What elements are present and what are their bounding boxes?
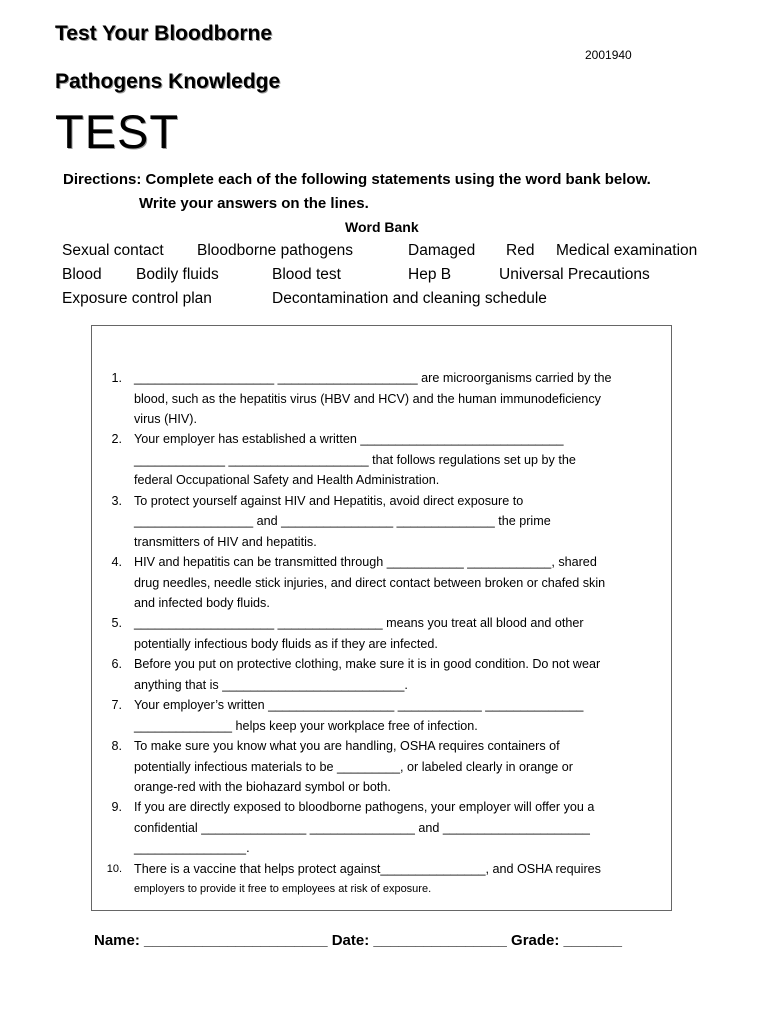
document-number: 2001940 — [585, 48, 632, 62]
word-bank-term: Blood — [62, 266, 102, 283]
question-text[interactable]: ____________________ ____________________ are microorganisms carried by the — [134, 371, 612, 385]
question-text[interactable]: HIV and hepatitis can be transmitted through ___________ ____________, shared — [134, 555, 597, 569]
question-text[interactable]: potentially infectious materials to be _________, or labeled clearly in orange or — [134, 760, 573, 774]
question-number: 8. — [111, 739, 122, 753]
question-text[interactable]: anything that is __________________________. — [134, 678, 408, 692]
question-text: Before you put on protective clothing, make sure it is in good condition. Do not wear — [134, 657, 601, 671]
question-text[interactable]: ________________. — [134, 841, 250, 855]
question-text[interactable]: There is a vaccine that helps protect against_______________, and OSHA requires — [134, 862, 601, 876]
question-text[interactable]: ____________________ _______________ means you treat all blood and other — [134, 616, 584, 630]
question-text: virus (HIV). — [134, 412, 197, 426]
word-bank-term: Blood test — [272, 266, 341, 283]
word-bank-term: Red — [506, 242, 535, 259]
question-text[interactable]: ______________ helps keep your workplace free of infection. — [134, 719, 478, 733]
question-text[interactable]: Your employer has established a written _____________________________ — [134, 432, 564, 446]
question-text: potentially infectious body fluids as if they are infected. — [134, 637, 438, 651]
word-bank-term: Bodily fluids — [136, 266, 219, 283]
question-text: If you are directly exposed to bloodborne pathogens, your employer will offer you a — [134, 800, 595, 814]
word-bank-term: Bloodborne pathogens — [197, 242, 353, 259]
name-date-grade-line[interactable]: Name: ______________________ Date: ________________ Grade: _______ — [94, 932, 622, 949]
word-bank-term: Decontamination and cleaning schedule — [272, 290, 547, 307]
directions-line-2: Write your answers on the lines. — [139, 195, 369, 212]
word-bank-term: Damaged — [408, 242, 476, 259]
question-text: drug needles, needle stick injuries, and direct contact between broken or chafed skin — [134, 576, 606, 590]
question-number: 5. — [111, 616, 122, 630]
question-number: 1. — [111, 371, 122, 385]
question-number: 7. — [111, 698, 122, 712]
test-heading: TEST — [55, 105, 180, 158]
word-bank-term: Hep B — [408, 266, 452, 283]
word-bank-term: Medical examination — [556, 242, 698, 259]
question-text: To make sure you know what you are handling, OSHA requires containers of — [134, 739, 560, 753]
question-text: and infected body fluids. — [134, 596, 270, 610]
title-line-2: Pathogens Knowledge — [55, 70, 281, 93]
word-bank-term: Exposure control plan — [62, 290, 212, 307]
question-number: 4. — [111, 555, 122, 569]
question-number: 9. — [111, 800, 122, 814]
question-text: orange-red with the biohazard symbol or both. — [134, 780, 391, 794]
question-text: employers to provide it free to employees at risk of exposure. — [134, 883, 432, 895]
directions-line-1: Directions: Complete each of the following statements using the word bank below. — [63, 171, 651, 188]
question-text: To protect yourself against HIV and Hepatitis, avoid direct exposure to — [134, 494, 524, 508]
word-bank-term: Sexual contact — [62, 242, 164, 259]
question-number: 2. — [111, 432, 122, 446]
question-text[interactable]: confidential _______________ _______________ and _____________________ — [134, 821, 590, 835]
question-text[interactable]: _____________ ____________________ that follows regulations set up by the — [134, 453, 576, 467]
question-text: transmitters of HIV and hepatitis. — [134, 535, 317, 549]
question-number: 10. — [106, 863, 122, 875]
question-number: 6. — [111, 657, 122, 671]
question-text: federal Occupational Safety and Health Administration. — [134, 473, 440, 487]
question-number: 3. — [111, 494, 122, 508]
question-text[interactable]: Your employer’s written __________________ ____________ ______________ — [134, 698, 584, 712]
word-bank-title: Word Bank — [345, 219, 419, 235]
title-line-1: Test Your Bloodborne — [55, 22, 273, 45]
question-text: blood, such as the hepatitis virus (HBV and HCV) and the human immunodeficiency — [134, 392, 601, 406]
word-bank-term: Universal Precautions — [499, 266, 650, 283]
question-text[interactable]: _________________ and ________________ ______________ the prime — [134, 514, 551, 528]
